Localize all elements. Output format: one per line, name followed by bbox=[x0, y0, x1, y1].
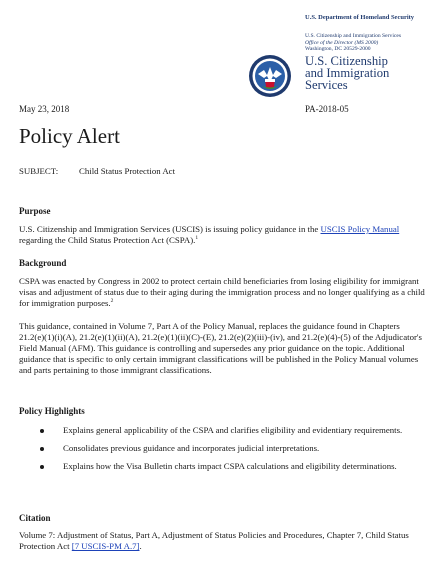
highlights-heading: Policy Highlights bbox=[19, 406, 85, 416]
bullet-icon bbox=[40, 465, 44, 469]
subject-label: SUBJECT: bbox=[19, 166, 59, 176]
background-text: CSPA was enacted by Congress in 2002 to protect certain child beneficiaries from losing eligibility for immigrant visas and adjustment of status due to their aging during the immigration process and no longer qualifying as a child for immigration purposes. bbox=[19, 276, 425, 308]
department-name: U.S. Department of Homeland Security bbox=[305, 14, 415, 21]
subject-line bbox=[19, 166, 175, 176]
citation-heading: Citation bbox=[19, 513, 51, 523]
subject-value: Child Status Protection Act bbox=[79, 166, 176, 176]
citation-text: Volume 7: Adjustment of Status, Part A, Adjustment of Status Policies and Procedures, Chapter 7, Child Status Protection Act bbox=[19, 530, 409, 551]
dhs-seal-icon bbox=[248, 54, 292, 98]
address-line: U.S. Citizenship and Immigration Services bbox=[305, 33, 402, 39]
agency-name-line: U.S. Citizenship bbox=[305, 54, 388, 68]
agency-name bbox=[305, 55, 389, 91]
document-date: May 23, 2018 bbox=[19, 104, 70, 114]
agency-name-line: and Immigration bbox=[305, 66, 390, 80]
background-paragraph bbox=[19, 276, 425, 309]
citation-end: . bbox=[139, 541, 142, 551]
citation-paragraph bbox=[19, 530, 425, 552]
purpose-paragraph bbox=[19, 224, 425, 246]
list-item bbox=[36, 425, 416, 436]
background-heading: Background bbox=[19, 258, 67, 268]
policy-manual-link[interactable]: USCIS Policy Manual bbox=[320, 224, 400, 234]
list-item-text: Explains how the Visa Bulletin charts impact CSPA calculations and eligibility determinations. bbox=[63, 461, 397, 471]
document-number: PA-2018-05 bbox=[305, 104, 349, 114]
purpose-text-end: regarding the Child Status Protection Act (CSPA). bbox=[19, 235, 196, 245]
purpose-heading: Purpose bbox=[19, 206, 51, 216]
list-item bbox=[36, 443, 416, 454]
list-item bbox=[36, 461, 416, 472]
footnote-marker[interactable]: 1 bbox=[195, 235, 199, 242]
office-address bbox=[305, 33, 401, 53]
list-item-text: Consolidates previous guidance and incorporates judicial interpretations. bbox=[63, 443, 320, 453]
guidance-paragraph: This guidance, contained in Volume 7, Part A of the Policy Manual, replaces the guidance found in Chapters 21.2(e)(1)(i)(A), 21.2(e)(1)(ii)(A), 21.2(e)(1)(ii)(C)-(E), 21.2(e)(2)(iii)-(iv), and 21.2(e)(4)-(5) of the Adjudicator's Field Manual (AFM). This guidance is controlling and supersedes any prior guidance on the topic. Additional guidance that is specific to only certain immigrant classifications will be published in the Policy Manual volumes and parts pertaining to those immigrant classifications. bbox=[19, 321, 422, 375]
citation-link[interactable]: [7 USCIS-PM A.7] bbox=[71, 541, 140, 551]
list-item-text: Explains general applicability of the CSPA and clarifies eligibility and evidentiary requirements. bbox=[63, 425, 403, 435]
bullet-icon bbox=[40, 429, 44, 433]
agency-name-line: Services bbox=[305, 78, 348, 92]
address-line: Washington, DC 20529-2000 bbox=[305, 46, 371, 53]
bullet-icon bbox=[40, 447, 44, 451]
address-line: Office of the Director (MS 2000) bbox=[305, 39, 379, 46]
highlights-list bbox=[36, 425, 416, 479]
footnote-marker[interactable]: 2 bbox=[110, 298, 114, 305]
purpose-text: U.S. Citizenship and Immigration Services (USCIS) is issuing policy guidance in the bbox=[19, 224, 321, 234]
page-title: Policy Alert bbox=[19, 124, 120, 148]
